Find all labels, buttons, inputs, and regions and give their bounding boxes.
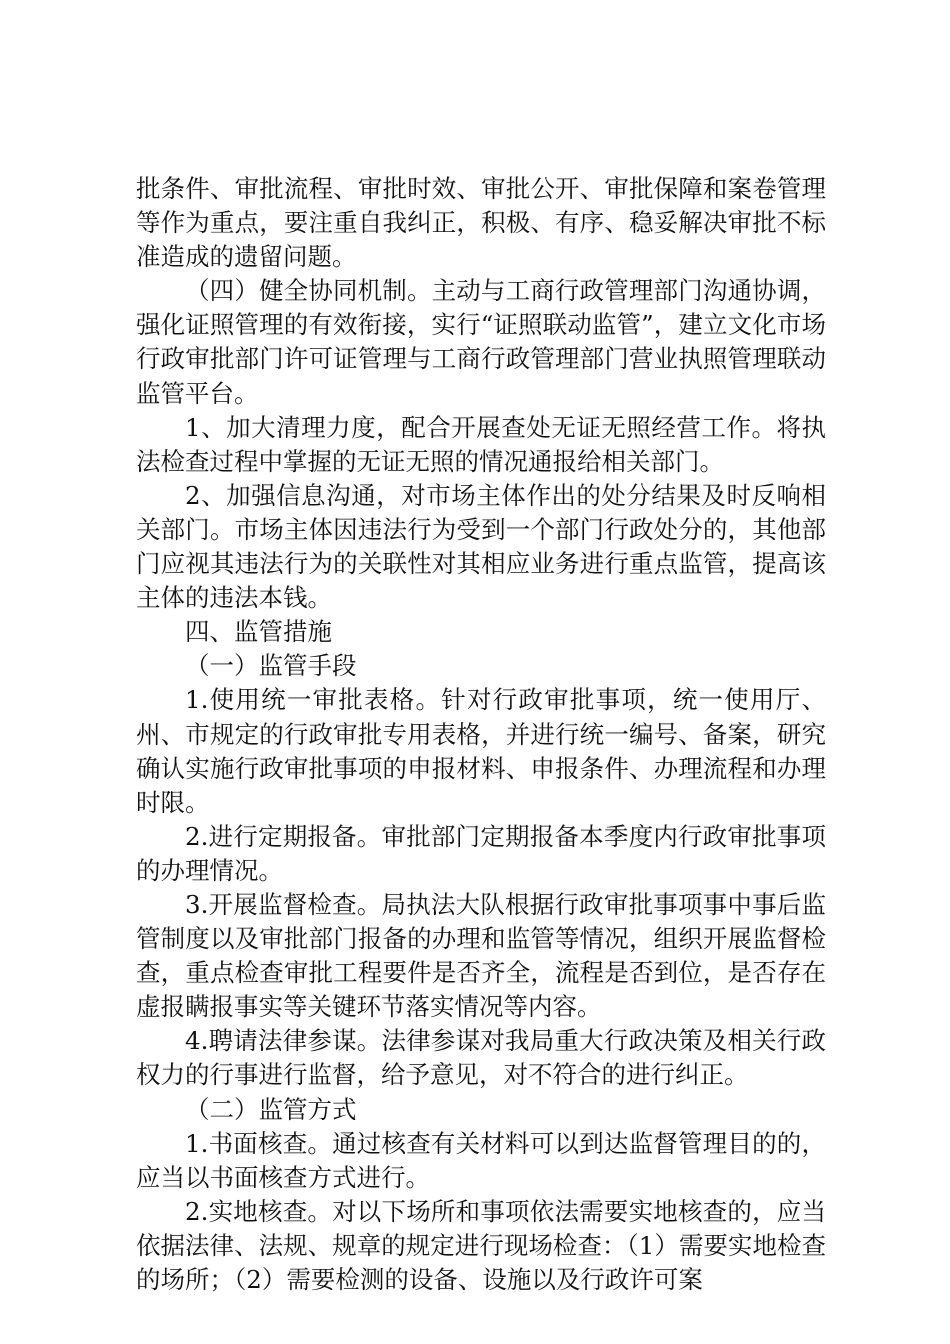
paragraph-unified-forms: 1.使用统一审批表格。针对行政审批事项，统一使用厅、州、市规定的行政审批专用表格，并进行统一编号、备案，研究确认实施行政审批事项的申报材料、申报条件、办理流程和办理时限。 [136, 685, 826, 817]
document-page [136, 172, 826, 1297]
paragraph-coordination-mechanism: （四）健全协同机制。主动与工商行政管理部门沟通协调，强化证照管理的有效衔接，实行“证照联动监管”，建立文化市场行政审批部门许可证管理与工商行政管理部门营业执照管理联动监管平台。 [136, 276, 826, 408]
paragraph-supervision-inspection: 3.开展监督检查。局执法大队根据行政审批事项事中事后监管制度以及审批部门报备的办理和监管等情况，组织开展监督检查，重点检查审批工程要件是否齐全，流程是否到位，是否存在虚报瞒报事实等关键环节落实情况等内容。 [136, 889, 826, 1022]
paragraph-cleanup-effort: 1、加大清理力度，配合开展查处无证无照经营工作。将执法检查过程中掌握的无证无照的情况通报给相关部门。 [136, 412, 826, 476]
paragraph-periodic-reporting: 2.进行定期报备。审批部门定期报备本季度内行政审批事项的办理情况。 [136, 821, 826, 885]
paragraph-written-check: 1.书面核查。通过核查有关材料可以到达监督管理目的的，应当以书面核查方式进行。 [136, 1128, 826, 1192]
subheading-supervision-means: （一）监管手段 [185, 651, 357, 681]
paragraph-approval-focus: 批条件、审批流程、审批时效、审批公开、审批保障和案卷管理等作为重点，要注重自我纠正，积极、有序、稳妥解决审批不标准造成的遗留问题。 [136, 174, 826, 272]
paragraph-onsite-check: 2.实地核查。对以下场所和事项依法需要实地核查的，应当依据法律、法规、规章的规定进行现场检查：（1）需要实地检查的场所；（2）需要检测的设备、设施以及行政许可案 [136, 1196, 826, 1294]
subheading-supervision-methods: （二）监管方式 [185, 1094, 357, 1124]
paragraph-information-communication: 2、加强信息沟通，对市场主体作出的处分结果及时反响相关部门。市场主体因违法行为受到一个部门行政处分的，其他部门应视其违法行为的关联性对其相应业务进行重点监管，提高该主体的违法本钱。 [136, 480, 826, 613]
paragraph-legal-counsel: 4.聘请法律参谋。法律参谋对我局重大行政决策及相关行政权力的行事进行监督，给予意见，对不符合的进行纠正。 [136, 1026, 826, 1090]
section-heading-supervision-measures: 四、监管措施 [185, 617, 332, 647]
